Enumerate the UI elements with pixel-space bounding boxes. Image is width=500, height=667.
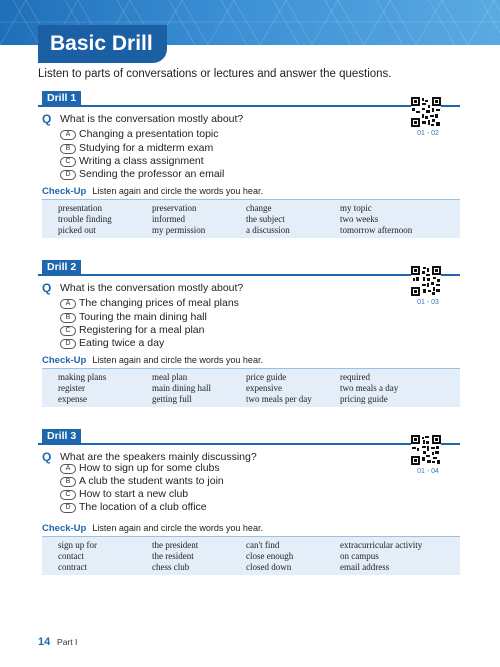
word-item[interactable]: change	[246, 203, 272, 213]
option-text: Eating twice a day	[79, 337, 165, 349]
option-text: Sending the professor an email	[79, 168, 225, 180]
option-text: A club the student wants to join	[79, 475, 224, 487]
word-item[interactable]: register	[58, 383, 85, 393]
word-item[interactable]: informed	[152, 214, 185, 224]
word-item[interactable]: closed down	[246, 562, 292, 572]
checkup-instruction: Listen again and circle the words you hear.	[92, 523, 263, 533]
question-marker: Q	[42, 450, 52, 464]
qr-code-icon[interactable]	[411, 97, 441, 127]
option-d[interactable]	[60, 501, 207, 514]
option-letter: B	[60, 144, 76, 154]
word-item[interactable]: picked out	[58, 225, 96, 235]
option-letter: A	[60, 464, 76, 474]
word-item[interactable]: meal plan	[152, 372, 188, 382]
word-item[interactable]: tomorrow afternoon	[340, 225, 413, 235]
drill-divider	[38, 105, 460, 107]
option-letter: D	[60, 339, 76, 349]
word-item[interactable]: contact	[58, 551, 84, 561]
audio-track-label: 01 - 03	[417, 299, 439, 306]
option-a[interactable]	[60, 128, 219, 141]
option-b[interactable]	[60, 142, 213, 155]
option-letter: B	[60, 477, 76, 487]
qr-code-icon[interactable]	[411, 266, 441, 296]
page-title: Basic Drill	[38, 25, 167, 63]
drill-divider	[38, 274, 460, 276]
word-item[interactable]: getting full	[152, 394, 192, 404]
checkup-line	[42, 355, 263, 366]
option-a[interactable]	[60, 297, 239, 310]
drill-tag: Drill 2	[42, 260, 81, 275]
option-text: How to sign up for some clubs	[79, 462, 220, 474]
qr-code-icon[interactable]	[411, 435, 441, 465]
option-letter: A	[60, 130, 76, 140]
checkup-line	[42, 186, 263, 197]
word-item[interactable]: extracurricular activity	[340, 540, 423, 550]
word-item[interactable]: can't find	[246, 540, 280, 550]
option-text: Writing a class assignment	[79, 155, 204, 167]
word-item[interactable]: two meals a day	[340, 383, 399, 393]
option-letter: C	[60, 326, 76, 336]
option-text: How to start a new club	[79, 488, 189, 500]
option-text: The changing prices of meal plans	[79, 297, 239, 309]
option-d[interactable]	[60, 168, 224, 181]
drill-divider	[38, 443, 460, 445]
option-text: Touring the main dining hall	[79, 311, 207, 323]
word-box	[42, 536, 460, 575]
word-item[interactable]: expensive	[246, 383, 282, 393]
checkup-title: Check-Up	[42, 355, 87, 366]
question-marker: Q	[42, 112, 52, 126]
word-item[interactable]: trouble finding	[58, 214, 112, 224]
word-item[interactable]: two meals per day	[246, 394, 312, 404]
word-item[interactable]: chess club	[152, 562, 190, 572]
checkup-instruction: Listen again and circle the words you hear.	[92, 355, 263, 365]
word-item[interactable]: making plans	[58, 372, 107, 382]
word-item[interactable]: my permission	[152, 225, 206, 235]
word-item[interactable]: required	[340, 372, 370, 382]
word-box	[42, 368, 460, 407]
part-label: Part I	[57, 637, 78, 647]
word-item[interactable]: contract	[58, 562, 87, 572]
word-item[interactable]: price guide	[246, 372, 287, 382]
word-item[interactable]: main dining hall	[152, 383, 211, 393]
drill-tag: Drill 1	[42, 91, 81, 106]
question-text: What is the conversation mostly about?	[60, 113, 244, 125]
checkup-title: Check-Up	[42, 186, 87, 197]
option-letter: B	[60, 313, 76, 323]
page-footer	[38, 636, 77, 648]
word-item[interactable]: the resident	[152, 551, 194, 561]
word-item[interactable]: sign up for	[58, 540, 97, 550]
option-letter: C	[60, 157, 76, 167]
audio-track-label: 01 - 02	[417, 130, 439, 137]
word-item[interactable]: preservation	[152, 203, 197, 213]
option-c[interactable]	[60, 155, 204, 168]
checkup-line	[42, 523, 263, 534]
option-text: Changing a presentation topic	[79, 128, 219, 140]
word-item[interactable]: close enough	[246, 551, 294, 561]
question-text: What is the conversation mostly about?	[60, 282, 244, 294]
word-item[interactable]: pricing guide	[340, 394, 388, 404]
option-letter: D	[60, 503, 76, 513]
checkup-instruction: Listen again and circle the words you hear.	[92, 186, 263, 196]
option-c[interactable]	[60, 488, 188, 501]
audio-track-label: 01 - 04	[417, 468, 439, 475]
page-number: 14	[38, 636, 51, 648]
checkup-title: Check-Up	[42, 523, 87, 534]
word-item[interactable]: expense	[58, 394, 87, 404]
instruction-text: Listen to parts of conversations or lectures and answer the questions.	[38, 68, 392, 80]
option-letter: A	[60, 299, 76, 309]
option-c[interactable]	[60, 324, 204, 337]
word-item[interactable]: the president	[152, 540, 199, 550]
option-letter: C	[60, 490, 76, 500]
word-box	[42, 199, 460, 238]
word-item[interactable]: email address	[340, 562, 390, 572]
option-a[interactable]	[60, 462, 220, 475]
word-item[interactable]: on campus	[340, 551, 379, 561]
question-marker: Q	[42, 281, 52, 295]
word-item[interactable]: two weeks	[340, 214, 379, 224]
option-d[interactable]	[60, 337, 164, 350]
option-b[interactable]	[60, 311, 207, 324]
word-item[interactable]: the subject	[246, 214, 285, 224]
option-letter: D	[60, 170, 76, 180]
word-item[interactable]: my topic	[340, 203, 372, 213]
drill-tag: Drill 3	[42, 429, 81, 444]
option-text: Registering for a meal plan	[79, 324, 205, 336]
option-b[interactable]	[60, 475, 224, 488]
word-item[interactable]: presentation	[58, 203, 102, 213]
question-text: What are the speakers mainly discussing?	[60, 451, 257, 463]
word-item[interactable]: a discussion	[246, 225, 290, 235]
option-text: Studying for a midterm exam	[79, 142, 214, 154]
option-text: The location of a club office	[79, 501, 207, 513]
